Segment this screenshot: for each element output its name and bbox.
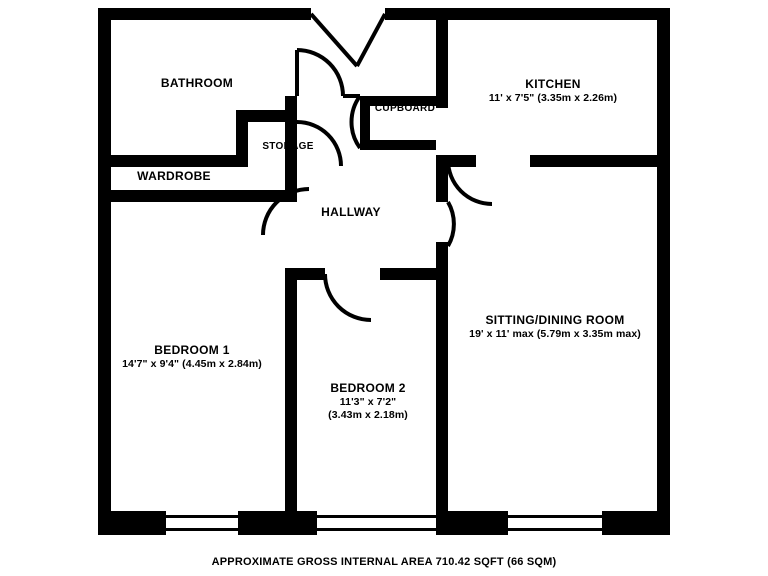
room-dims: 19' x 11' max (5.79m x 3.35m max) <box>469 328 641 340</box>
room-label-hallway <box>321 205 381 220</box>
room-dims: 14'7" x 9'4" (4.45m x 2.84m) <box>122 358 262 370</box>
room-name: BATHROOM <box>160 76 234 90</box>
room-name: KITCHEN <box>525 77 581 91</box>
room-dims: 11'3" x 7'2" <box>339 396 397 408</box>
room-dims: 11' x 7'5" (3.35m x 2.26m) <box>488 92 618 104</box>
room-name: BEDROOM 2 <box>330 381 406 395</box>
room-name: BEDROOM 1 <box>154 343 230 357</box>
room-name: CUPBOARD <box>374 103 436 114</box>
room-label-bedroom-2 <box>328 381 408 422</box>
room-label-bedroom-1 <box>122 343 262 371</box>
room-label-bathroom <box>161 76 233 91</box>
room-name: HALLWAY <box>321 205 381 219</box>
room-name: SITTING/DINING ROOM <box>485 313 625 327</box>
room-label-wardrobe <box>137 169 211 184</box>
room-label-kitchen <box>489 77 617 105</box>
room-dims-metric: (3.43m x 2.18m) <box>328 409 408 422</box>
room-name: WARDROBE <box>137 169 211 183</box>
room-label-cupboard <box>375 103 435 116</box>
gross-internal-area-note: APPROXIMATE GROSS INTERNAL AREA 710.42 SQFT (66 SQM) <box>211 556 557 568</box>
room-label-storage <box>262 141 313 154</box>
room-name: STORAGE <box>262 141 314 152</box>
room-label-sitting-dining-room <box>469 313 641 341</box>
